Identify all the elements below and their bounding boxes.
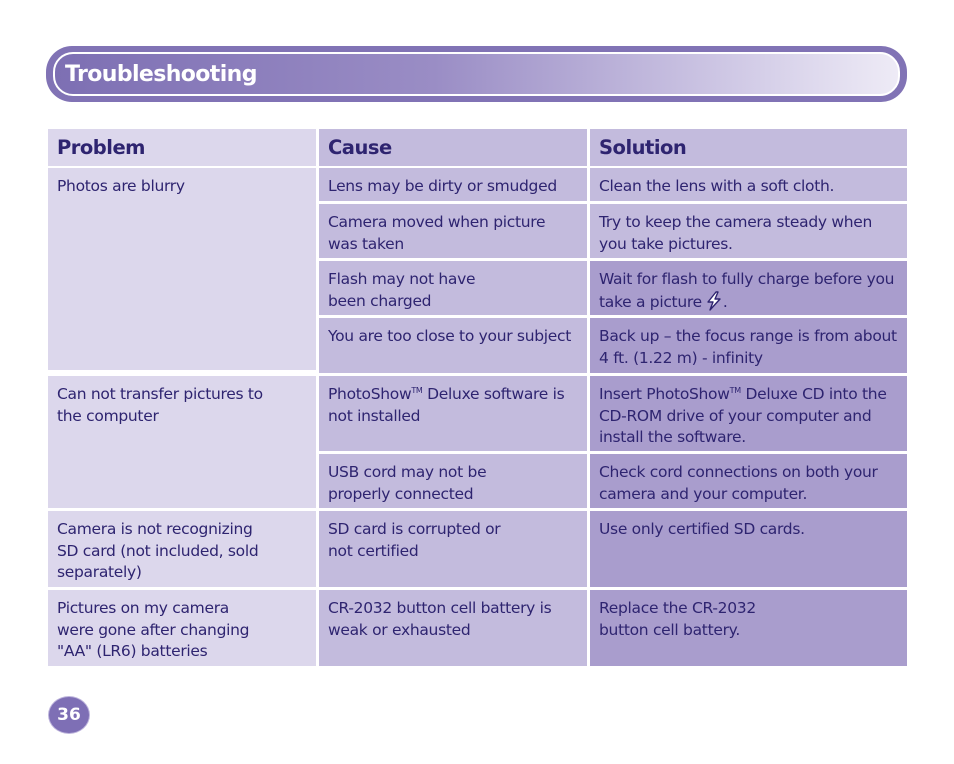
cause-cell: You are too close to your subject	[319, 318, 587, 373]
cause-cell	[319, 376, 587, 451]
solution-text: Insert PhotoShow	[599, 385, 730, 403]
cause-cell: Camera moved when picture was taken	[319, 204, 587, 258]
table-row	[319, 168, 907, 201]
cause-text-rest: Deluxe software is not installed	[328, 385, 565, 425]
table-row	[319, 511, 907, 587]
header-cause: Cause	[319, 129, 587, 166]
problem-cell: Photos are blurry	[48, 168, 316, 370]
problem-cell: Camera is not recognizing SD card (not included, sold separately)	[48, 511, 316, 587]
cause-cell: CR-2032 button cell battery is weak or exhausted	[319, 590, 587, 666]
section-banner	[46, 46, 907, 102]
table-group	[48, 168, 907, 373]
table-row	[319, 376, 907, 451]
solution-text: Wait for flash to fully charge before you take a picture	[599, 270, 895, 311]
cause-cell: Flash may not have been charged	[319, 261, 587, 315]
solution-text-end: .	[722, 292, 728, 311]
solution-cell: Try to keep the camera steady when you take pictures.	[590, 204, 907, 258]
page-number-badge: 36	[49, 697, 89, 733]
problem-cell: Can not transfer pictures to the computer	[48, 376, 316, 508]
table-group	[48, 590, 907, 666]
solution-cell	[590, 261, 907, 315]
section-banner-inner	[53, 52, 900, 96]
cause-cell: SD card is corrupted or not certified	[319, 511, 587, 587]
table-row	[319, 318, 907, 373]
solution-text-rest: Deluxe CD into the CD-ROM drive of your computer and install the software.	[599, 385, 887, 446]
lightning-bolt-icon	[705, 291, 723, 311]
table-row	[319, 261, 907, 315]
trademark-mark: TM	[729, 385, 741, 395]
header-problem: Problem	[48, 129, 316, 166]
solution-cell: Replace the CR-2032 button cell battery.	[590, 590, 907, 666]
table-group	[48, 511, 907, 587]
table-header-row	[48, 129, 907, 166]
problem-cell: Pictures on my camera were gone after changing "AA" (LR6) batteries	[48, 590, 316, 666]
table-row	[319, 454, 907, 508]
troubleshooting-table	[48, 129, 907, 669]
solution-cell: Check cord connections on both your camera and your computer.	[590, 454, 907, 508]
cause-cell: USB cord may not be properly connected	[319, 454, 587, 508]
table-row	[319, 204, 907, 258]
solution-cell: Clean the lens with a soft cloth.	[590, 168, 907, 201]
cause-text: PhotoShow	[328, 385, 412, 403]
solution-cell: Use only certified SD cards.	[590, 511, 907, 587]
table-group	[48, 376, 907, 508]
header-solution: Solution	[590, 129, 907, 166]
page-title: Troubleshooting	[65, 61, 257, 87]
table-row	[319, 590, 907, 666]
cause-cell: Lens may be dirty or smudged	[319, 168, 587, 201]
solution-cell: Back up – the focus range is from about 4 ft. (1.22 m) - infinity	[590, 318, 907, 373]
solution-cell	[590, 376, 907, 451]
trademark-mark: TM	[411, 385, 423, 395]
